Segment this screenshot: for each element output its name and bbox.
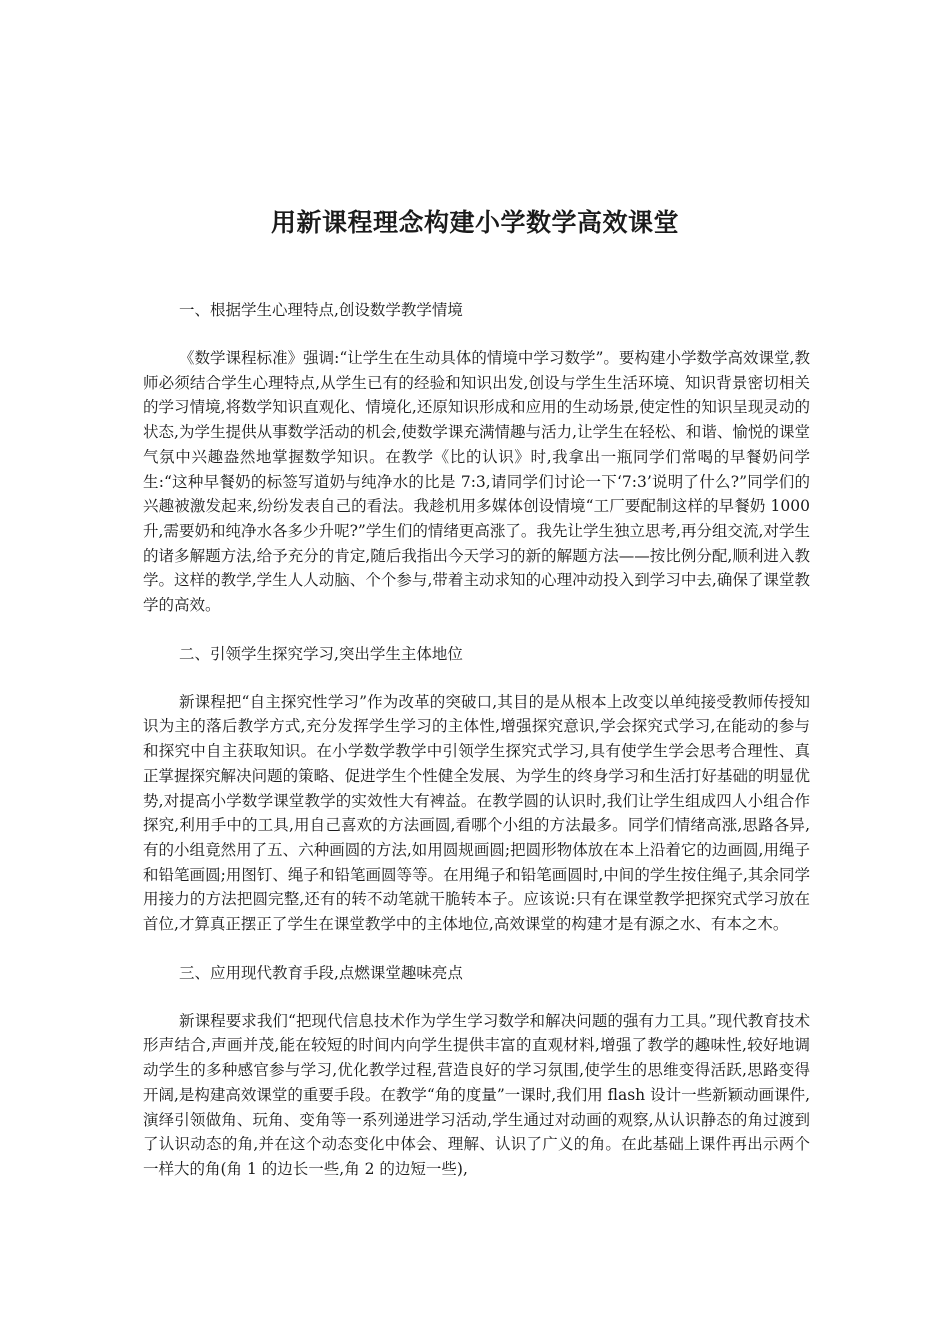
section-heading-2: 二、引领学生探究学习,突出学生主体地位 xyxy=(179,644,463,663)
section-paragraph-3: 新课程要求我们“把现代信息技术作为学生学习数学和解决问题的强有力工具。”现代教育技术形声结合,声画并茂,能在较短的时间内向学生提供丰富的直观材料,增强了教学的趣味性,较好地调动学生的多种感官参与学习,优化教学过程,营造良好的学习氛围,使学生的思维变得活跃,思路变得开阔,是构建高效课堂的重要手段。在教学“角的度量”一课时,我们用 flash 设计一些新颖动画课件,演绎引领做角、玩角、变角等一系列递进学习活动,学生通过对动画的观察,从认识静态的角过渡到了认识动态的角,并在这个动态变化中体会、理解、认识了广义的角。在此基础上课件再出示两个一样大的角(角 1 的边长一些,角 2 的边短一些), xyxy=(143,1011,811,1178)
document-body xyxy=(143,296,810,1182)
section-heading-3: 三、应用现代教育手段,点燃课堂趣味亮点 xyxy=(179,963,463,982)
section-heading-1: 一、根据学生心理特点,创设数学教学情境 xyxy=(179,301,463,319)
section-paragraph-1: 《数学课程标准》强调:“让学生在生动具体的情境中学习数学”。要构建小学数学高效课堂,教师必须结合学生心理特点,从学生已有的经验和知识出发,创设与学生生活环境、知识背景密切相关的学习情境,将数学知识直观化、情境化,还原知识形成和应用的生动场景,使定性的知识呈现灵动的状态,为学生提供从事数学活动的机会,使数学课充满情趣与活力,让学生在轻松、和谐、愉悦的课堂气氛中兴趣盎然地掌握数学知识。在教学《比的认识》时,我拿出一瓶同学们常喝的早餐奶问学生:“这种早餐奶的标签写道奶与纯净水的比是 7:3,请同学们讨论一下‘7:3’说明了什么?”同学们的兴趣被激发起来,纷纷发表自己的看法。我趁机用多媒体创设情境“工厂要配制这样的早餐奶 1000 升,需要奶和纯净水各多少升呢?”学生们的情绪更高涨了。我先让学生独立思考,再分组交流,对学生的诸多解题方法,给予充分的肯定,随后我指出今天学习的新的解题方法——按比例分配,顺利进入教学。这样的教学,学生人人动脑、个个参与,带着主动求知的心理冲动投入到学习中去,确保了课堂教学的高效。 xyxy=(143,349,810,615)
section-paragraph-2: 新课程把“自主探究性学习”作为改革的突破口,其目的是从根本上改变以单纯接受教师传授知识为主的落后教学方式,充分发挥学生学习的主体性,增强探究意识,学会探究式学习,在能动的参与和探究中自主获取知识。在小学数学教学中引领学生探究式学习,具有使学生学会思考合理性、真正掌握探究解决问题的策略、促进学生个性健全发展、为学生的终身学习和生活打好基础的明显优势,对提高小学数学课堂教学的实效性大有裨益。在教学圆的认识时,我们让学生组成四人小组合作探究,利用手中的工具,用自己喜欢的方法画圆,看哪个小组的方法最多。同学们情绪高涨,思路各异,有的小组竟然用了五、六种画圆的方法,如用圆规画圆;把圆形物体放在本上沿着它的边画圆,用绳子和铅笔画圆;用图钉、绳子和铅笔画圆等等。在用绳子和铅笔画圆时,中间的学生按住绳子,其余同学用接力的方法把圆完整,还有的转不动笔就干脆转本子。应该说:只有在课堂教学把探究式学习放在首位,才算真正摆正了学生在课堂教学中的主体地位,高效课堂的构建才是有源之水、有本之木。 xyxy=(143,692,810,934)
page-title: 用新课程理念构建小学数学高效课堂 xyxy=(270,208,679,237)
